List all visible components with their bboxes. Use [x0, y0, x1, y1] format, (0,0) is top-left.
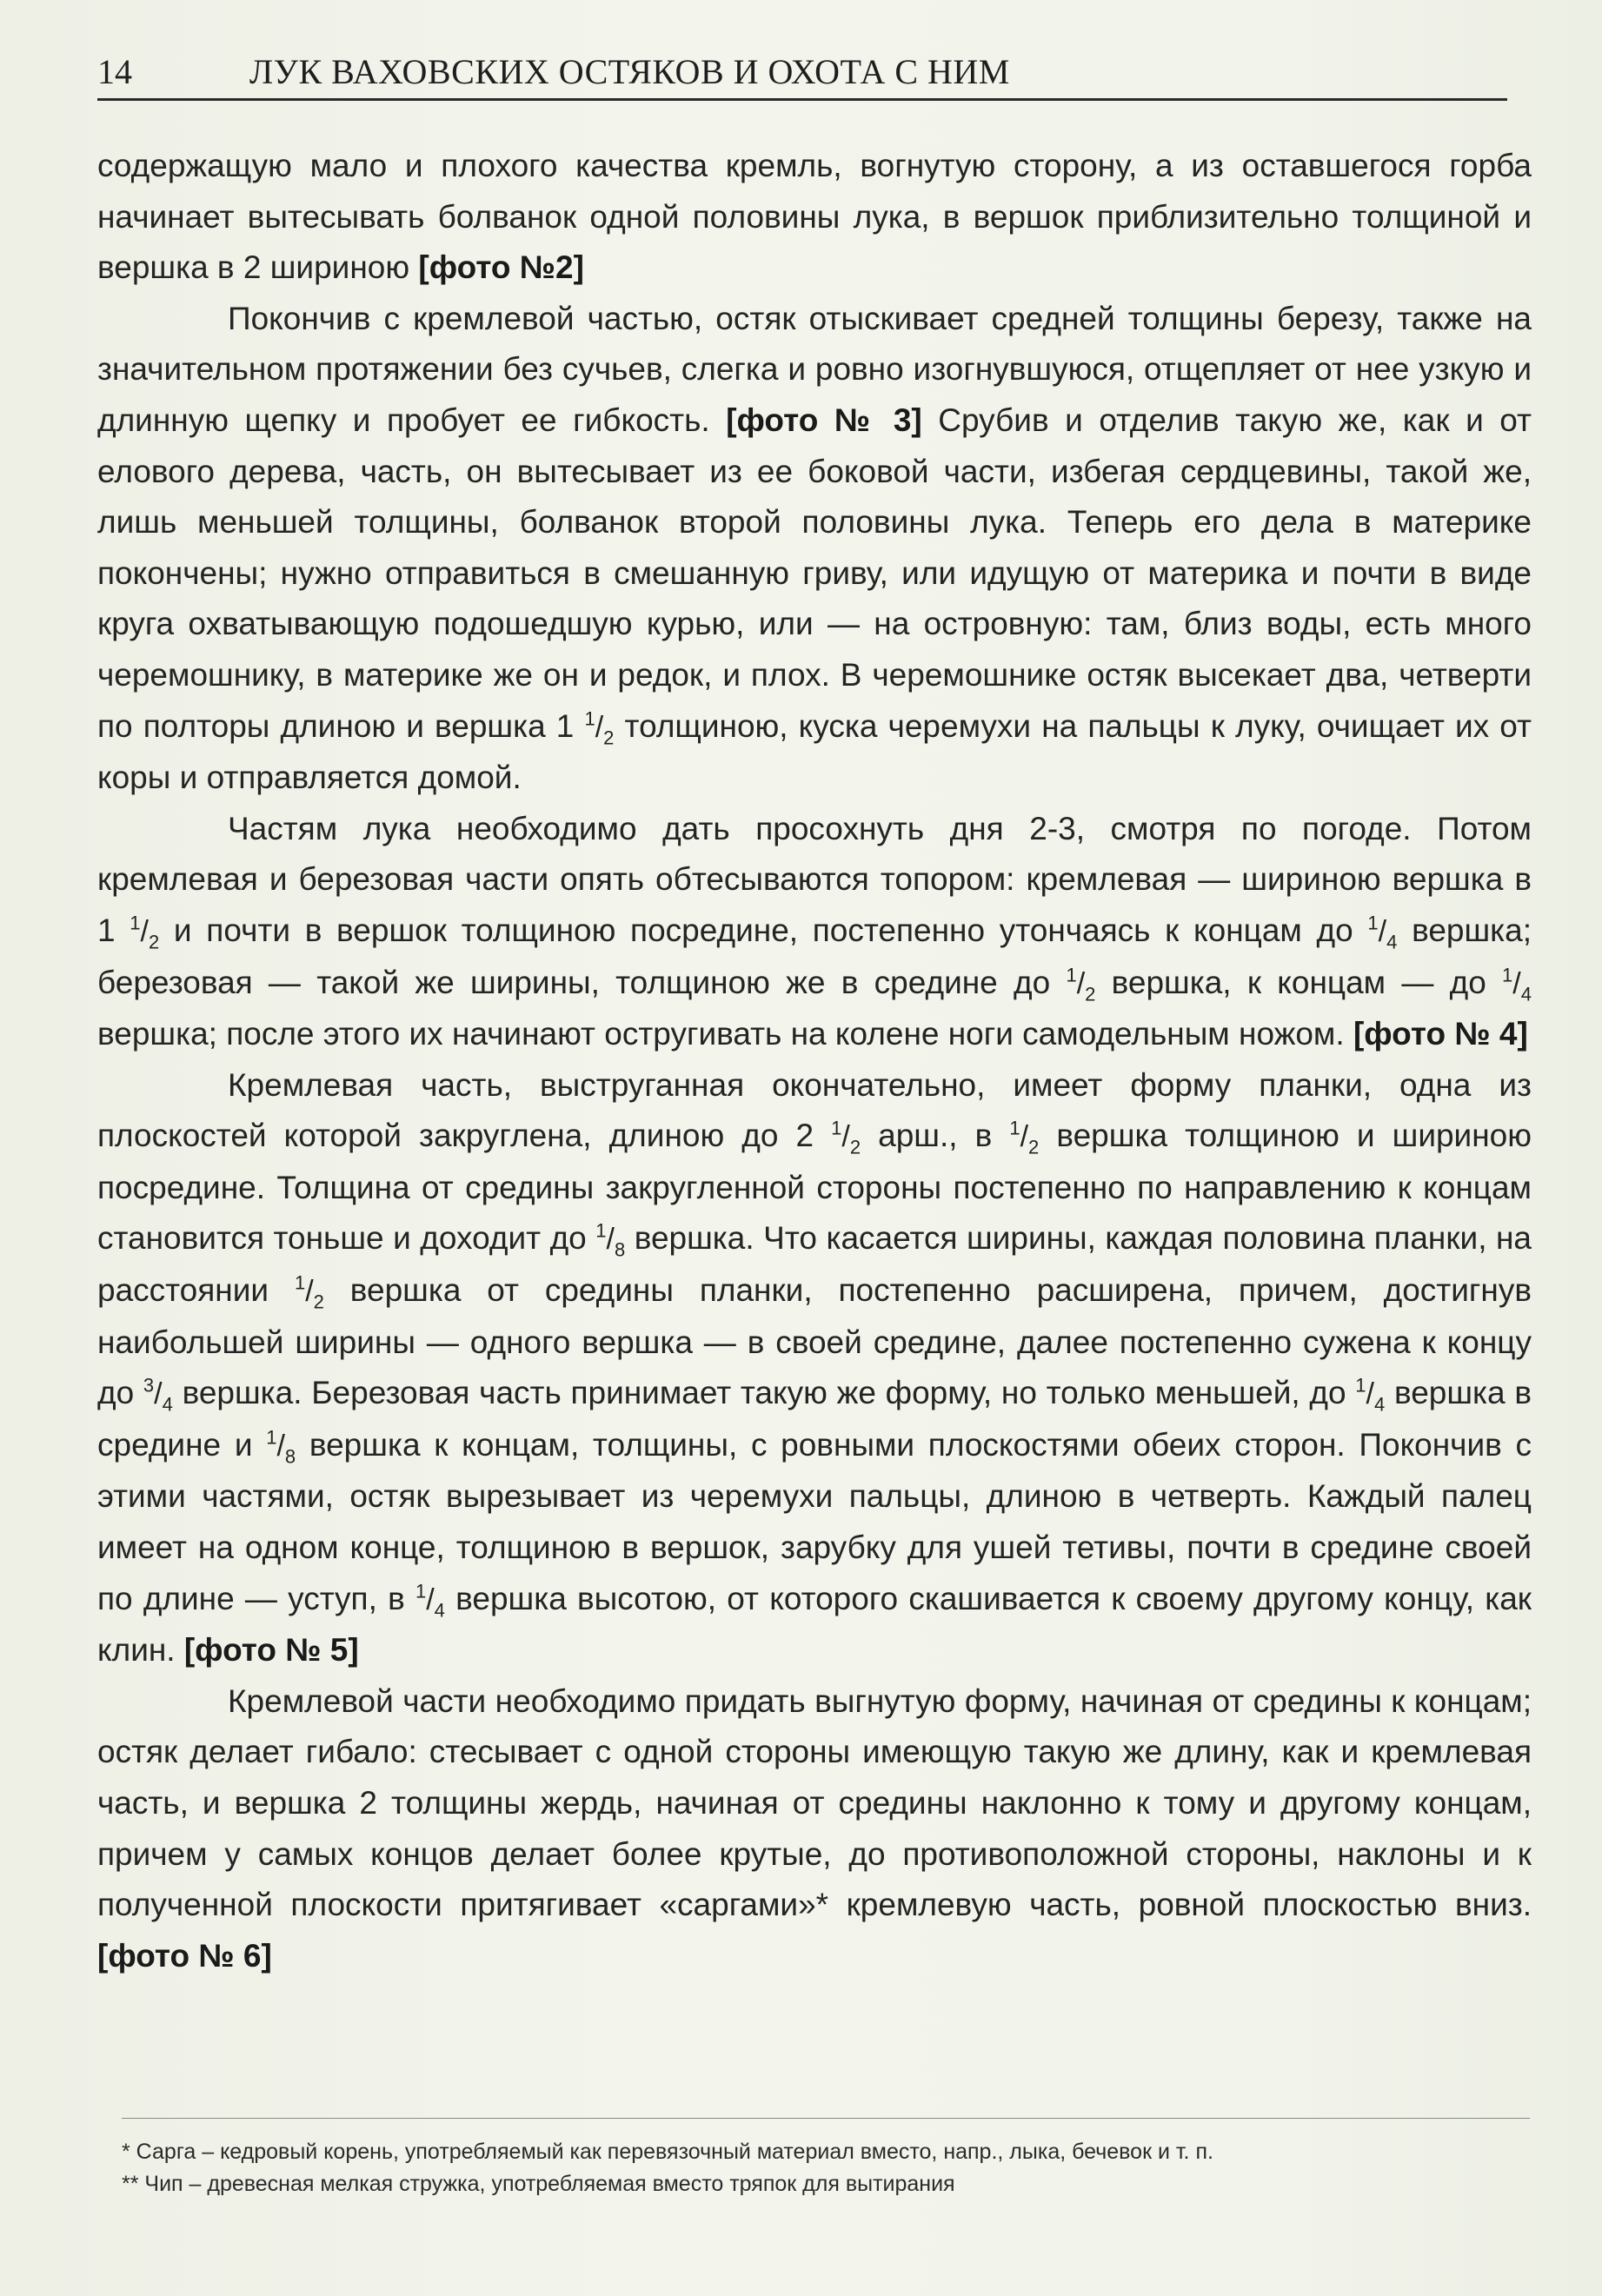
photo-reference: [фото № 4] — [1353, 1016, 1528, 1052]
page-number: 14 — [97, 52, 132, 91]
fraction-slash: / — [276, 1429, 285, 1463]
text-run: вершка высотою, от которого скашивается к своему другому концу, как клин. — [97, 1580, 1532, 1669]
fraction-numerator: 1 — [1066, 964, 1077, 986]
fraction-numerator: 1 — [1355, 1374, 1366, 1397]
fraction-numerator: 1 — [1009, 1117, 1020, 1139]
fraction-denominator: 4 — [1373, 1393, 1386, 1416]
fraction-slash: / — [1076, 966, 1086, 1000]
fraction-slash: / — [140, 914, 149, 948]
fraction-numerator: 1 — [595, 1220, 607, 1243]
text-run: вершка от средины планки, постепенно расширена, причем, достигнув наибольшей ширины — одного вершка — в своей средине, далее постепенно сужена к концу до — [97, 1272, 1532, 1411]
text-run: вершка толщиною и шириною посредине. Толщина от средины закругленной стороны постепенно по направлению к концам становится тоньше и доходит до — [97, 1118, 1532, 1257]
fraction-numerator: 1 — [415, 1580, 427, 1603]
text-run: вершка. Что касается ширины, каждая половина планки, на расстоянии — [97, 1220, 1532, 1309]
fraction — [294, 1271, 324, 1313]
paragraph — [97, 141, 1532, 294]
fraction — [1009, 1117, 1040, 1158]
fraction — [266, 1426, 296, 1468]
photo-reference: [фото № 6] — [97, 1937, 272, 1974]
fraction-denominator: 8 — [614, 1238, 626, 1261]
paragraph — [97, 294, 1532, 804]
fraction — [1367, 912, 1398, 953]
photo-reference: [фото № 5] — [183, 1632, 359, 1669]
fraction-slash: / — [305, 1275, 314, 1309]
text-run: вершка в средине и — [97, 1375, 1532, 1463]
fraction — [143, 1374, 173, 1416]
fraction-denominator: 2 — [313, 1291, 324, 1313]
paragraph — [97, 1676, 1532, 1982]
photo-reference: [фото №2] — [418, 249, 584, 286]
fraction — [831, 1117, 861, 1158]
text-run: и почти в вершок толщиною посредине, постепенно утончаясь к концам до — [159, 912, 1368, 948]
text-run: арш., в — [861, 1118, 1010, 1154]
fraction-numerator: 1 — [1502, 964, 1513, 986]
text-run: вершка. Березовая часть принимает такую же форму, но только меньшей, до — [172, 1375, 1356, 1411]
text-run: вершка, к концам — до — [1095, 964, 1503, 1000]
paragraph — [97, 1060, 1532, 1676]
fraction-numerator: 1 — [266, 1426, 277, 1449]
photo-reference: [фото № 3] — [726, 401, 922, 438]
text-run: Срубив и отделив такую же, как и от елового дерева, часть, он вытесывает из ее боковой части, избегая сердцевины, такой же, лишь меньшей толщины, болванок второй половины лука. Теперь его дела в материке покончены; нужно отправиться в смешанную гриву, или идущую от материка и почти в виде круга охватывающую подошедшую курью, или — на островную: там, близ воды, есть много черемошнику, в материке же он и редок, и плох. В черемошнике остяк высекает два, четверти по полторы длиною и вершка 1 — [97, 401, 1532, 744]
fraction-slash: / — [595, 710, 604, 744]
fraction-slash: / — [154, 1377, 163, 1411]
footnotes — [122, 2136, 1530, 2200]
fraction-slash: / — [1378, 914, 1387, 948]
fraction-slash: / — [606, 1223, 615, 1257]
fraction-denominator: 2 — [148, 931, 160, 953]
fraction-denominator: 2 — [849, 1136, 861, 1158]
fraction — [1502, 964, 1532, 1005]
text-run: вершка; после этого их начинают остругивать на колене ноги самодельным ножом. — [97, 1016, 1353, 1052]
text-run: Покончив с кремлевой частью, остяк отыскивает средней толщины березу, также на значительном протяжении без сучьев, слегка и ровно изогнувшуюся, отщепляет от нее узкую и длинную щепку и пробует ее гибкость. — [97, 300, 1532, 438]
text-run: вершка к концам, толщины, с ровными плоскостями обеих сторон. Покончив с этими частями, остяк вырезывает из черемухи пальцы, длиною в четверть. Каждый палец имеет на одном конце, толщиною в вершок, зарубку для ушей тетивы, почти в средине своей по длине — уступ, в — [97, 1426, 1532, 1616]
fraction-slash: / — [426, 1583, 435, 1616]
fraction-numerator: 3 — [143, 1374, 155, 1397]
fraction — [415, 1580, 445, 1622]
fraction-numerator: 1 — [294, 1271, 306, 1294]
fraction-denominator: 8 — [284, 1445, 296, 1468]
fraction-denominator: 4 — [434, 1599, 445, 1622]
footnote-chip: ** Чип – древесная мелкая стружка, употребляемая вместо тряпок для вытирания — [122, 2172, 955, 2196]
fraction — [1066, 964, 1096, 1005]
text-run: вершка; березовая — такой же ширины, толщиною же в средине до — [97, 912, 1532, 1000]
footnote-divider — [122, 2118, 1530, 2119]
fraction-numerator: 1 — [831, 1117, 842, 1139]
body-text — [97, 141, 1532, 1981]
fraction — [584, 707, 615, 748]
fraction-slash: / — [1020, 1120, 1029, 1154]
fraction-slash: / — [1512, 966, 1521, 1000]
footnote-sarga: * Сарга – кедровый корень, употребляемый как перевязочный материал вместо, напр., лыка, бечевок и т. п. — [122, 2140, 1213, 2164]
text-run: Частям лука необходимо дать просохнуть дня 2-3, смотря по погоде. Потом кремлевая и березовая части опять обтесываются топором: кремлевая — шириною вершка в 1 — [97, 810, 1532, 948]
fraction-denominator: 2 — [1085, 982, 1096, 1005]
text-run: толщиною, куска черемухи на пальцы к луку, очищает их от коры и отправляется домой. — [97, 707, 1532, 796]
fraction-denominator: 2 — [1028, 1136, 1040, 1158]
page-header — [97, 48, 1507, 101]
fraction-numerator: 1 — [130, 912, 141, 934]
running-title: ЛУК ВАХОВСКИХ ОСТЯКОВ И ОХОТА С НИМ — [249, 52, 1010, 91]
fraction — [1355, 1374, 1386, 1416]
text-run: Кремлевой части необходимо придать выгнутую форму, начиная от средины к концам; остяк делает гибало: стесывает с одной стороны имеющую такую же длину, как и кремлевая часть, и вершка 2 толщины жердь, начиная от средины наклонно к тому и другому концам, причем у самых концов делает более крутые, до противоположной стороны, наклоны и к полученной плоскости притягивает «саргами»* кремлевую часть, ровной плоскостью вниз. — [97, 1682, 1532, 1923]
paragraph — [97, 804, 1532, 1060]
fraction-denominator: 4 — [162, 1393, 173, 1416]
fraction-denominator: 2 — [603, 726, 615, 748]
fraction-denominator: 4 — [1520, 982, 1532, 1005]
fraction-numerator: 1 — [584, 707, 595, 730]
text-run: содержащую мало и плохого качества кремль, вогнутую сторону, а из оставшегося горба начинает вытесывать болванок одной половины лука, в вершок приблизительно толщиной и вершка в 2 шириною — [97, 148, 1532, 286]
fraction-denominator: 4 — [1386, 931, 1398, 953]
fraction-slash: / — [1366, 1377, 1374, 1411]
text-run: Кремлевая часть, выструганная окончательно, имеет форму планки, одна из плоскостей которой закруглена, длиною до 2 — [97, 1066, 1532, 1154]
fraction — [595, 1220, 626, 1261]
fraction — [130, 912, 160, 953]
fraction-numerator: 1 — [1367, 912, 1379, 934]
fraction-slash: / — [841, 1120, 850, 1154]
